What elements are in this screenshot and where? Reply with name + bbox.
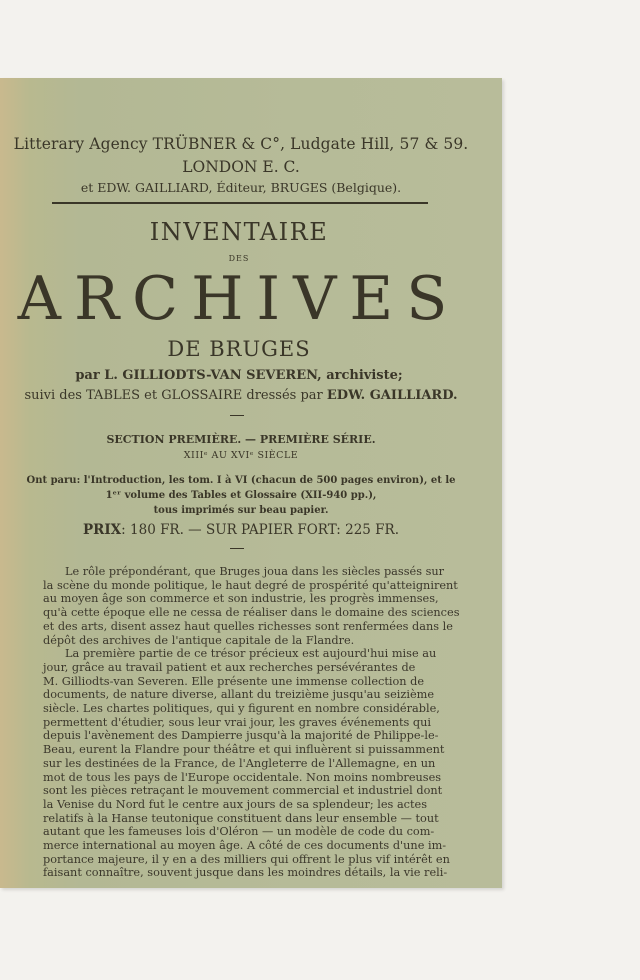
body-line: mot de tous les pays de l'Europe occidentale. Non moins nombreuses xyxy=(43,770,442,784)
tables-line-prefix: suivi des TABLES et GLOSSAIRE dressés par xyxy=(24,388,327,403)
title-inventaire: INVENTAIRE xyxy=(149,218,329,246)
title-des: DES xyxy=(228,254,250,263)
body-line: la Venise du Nord fut le centre aux jours de sa splendeur; les actes xyxy=(43,797,428,811)
price-line xyxy=(6,522,476,538)
body-line: depuis l'avènement des Dampierre jusqu'à la majorité de Philippe-le- xyxy=(43,729,439,743)
body-line: et des arts, disent assez haut quelles richesses sont renfermées dans le xyxy=(43,619,453,633)
body-line: la scène du monde politique, le haut degré de prospérité qu'atteignirent xyxy=(43,578,458,592)
agency-line-3: et EDW. GAILLIARD, Éditeur, BRUGES (Belgique). xyxy=(80,180,402,195)
author-line: par L. GILLIODTS-VAN SEVEREN, archiviste; xyxy=(75,368,403,383)
printed-leaf xyxy=(0,78,502,888)
body-line: jour, grâce au travail patient et aux recherches persévérantes de xyxy=(43,660,416,674)
body-line: La première partie de ce trésor précieux est aujourd'hui mise au xyxy=(65,647,437,661)
title-archives: ARCHIVES xyxy=(17,264,461,334)
body-line: permettent d'étudier, sous leur vrai jour, les graves événements qui xyxy=(43,715,432,729)
body-line: relatifs à la Hanse teutonique constituent dans leur ensemble — tout xyxy=(43,811,439,825)
body-line: dépôt des archives de l'antique capitale de la Flandre. xyxy=(43,633,355,647)
publication-line-3: tous imprimés sur beau papier. xyxy=(153,505,329,516)
body-line: au moyen âge son commerce et son industrie, les progrès immenses, xyxy=(43,592,439,606)
publication-note xyxy=(6,473,476,518)
body-line: faisant connaître, souvent jusque dans les moindres détails, la vie reli- xyxy=(43,866,448,880)
section-title: SECTION PREMIÈRE. — PREMIÈRE SÉRIE. xyxy=(106,433,376,446)
title-de-bruges: DE BRUGES xyxy=(167,337,311,361)
body-line: sont les pièces retraçant le mouvement commercial et industriel dont xyxy=(43,784,443,798)
body-line: qu'à cette époque elle ne cessa de réaliser dans le domaine des sciences xyxy=(43,606,460,620)
body-line: M. Gilliodts-van Severen. Elle présente une immense collection de xyxy=(43,674,425,688)
divider-dash-2 xyxy=(230,548,244,549)
body-line: autant que les fameuses lois d'Oléron — un modèle de code du com- xyxy=(43,825,435,839)
divider-dash xyxy=(230,415,244,416)
publication-line-1: Ont paru: l'Introduction, les tom. I à VI (chacun de 500 pages environ), et le xyxy=(26,475,456,486)
tables-line xyxy=(6,388,476,403)
header-rule xyxy=(52,202,428,204)
body-line: merce international au moyen âge. A côté de ces documents d'une im- xyxy=(43,839,447,853)
body-line: sur les destinées de la France, de l'Angleterre de l'Allemagne, en un xyxy=(43,756,436,770)
section-period: XIIIᵉ AU XVIᵉ SIÈCLE xyxy=(183,450,299,461)
agency-line-2: LONDON E. C. xyxy=(182,158,300,176)
body-line: Le rôle prépondérant, que Bruges joua dans les siècles passés sur xyxy=(65,565,445,578)
agency-line-1: Litterary Agency TRÜBNER & C°, Ludgate Hill, 57 & 59. xyxy=(13,135,469,153)
body-line: siècle. Les chartes politiques, qui y figurent en nombre considérable, xyxy=(43,702,440,716)
publication-line-2: 1ᵉʳ volume des Tables et Glossaire (XII-940 pp.), xyxy=(105,490,377,501)
editor-name: EDW. GAILLIARD. xyxy=(326,388,458,403)
price-text: : 180 FR. — SUR PAPIER FORT: 225 FR. xyxy=(121,522,399,538)
body-text xyxy=(43,565,460,880)
body-line: documents, de nature diverse, allant du treizième jusqu'au seizième xyxy=(43,688,435,702)
body-line: Beau, eurent la Flandre pour théâtre et qui influèrent si puissamment xyxy=(43,743,445,757)
body-line: portance majeure, il y en a des milliers qui offrent le plus vif intérêt en xyxy=(43,852,450,866)
price-label: PRIX xyxy=(83,522,122,538)
